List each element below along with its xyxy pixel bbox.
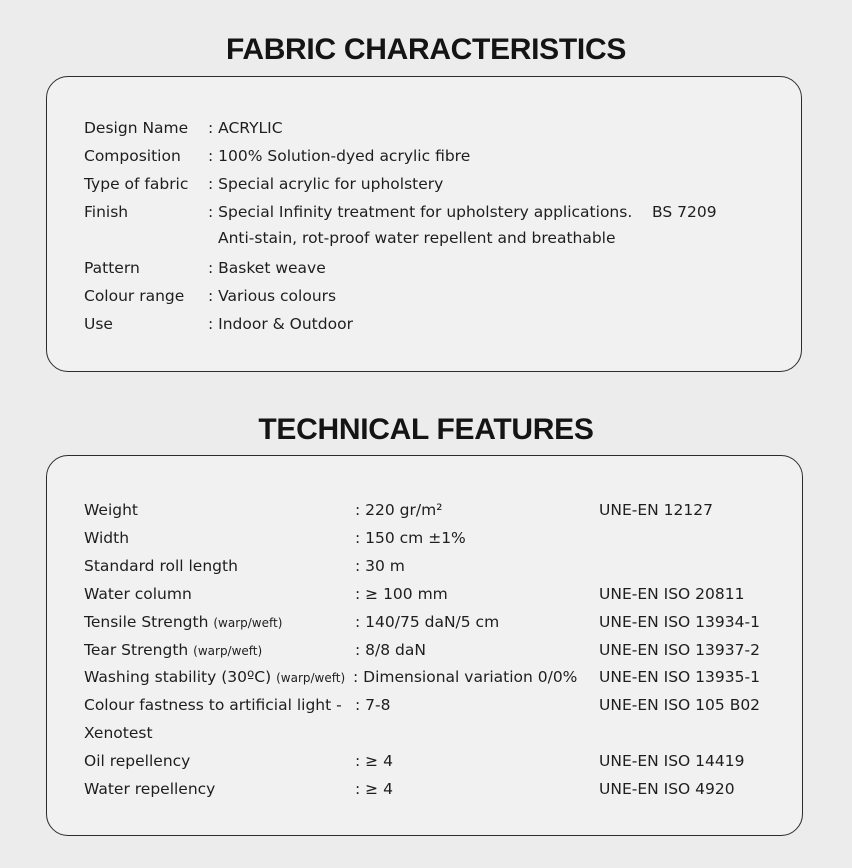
- technical-row-value: : ≥ 4: [355, 780, 393, 798]
- technical-row-value: : Dimensional variation 0/0%: [353, 668, 578, 686]
- technical-row: [84, 612, 784, 632]
- technical-row-label-text: Water repellency: [84, 780, 216, 798]
- fabric-row-label: Composition: [84, 147, 181, 165]
- fabric-characteristics-heading: FABRIC CHARACTERISTICS: [225, 33, 627, 66]
- technical-row-standard: UNE-EN ISO 4920: [599, 780, 735, 798]
- technical-row-standard: UNE-EN ISO 14419: [599, 752, 745, 770]
- fabric-row-standard: BS 7209: [652, 203, 717, 221]
- technical-row-label-note: (warp/weft): [193, 644, 263, 658]
- fabric-row-label: Finish: [84, 203, 129, 221]
- technical-row-value: : 140/75 daN/5 cm: [355, 613, 500, 631]
- fabric-row: [84, 202, 784, 222]
- technical-row-label: [84, 667, 345, 688]
- technical-row-label: [84, 779, 215, 799]
- technical-row: [84, 667, 784, 687]
- fabric-row-label: Colour range: [84, 287, 185, 305]
- technical-row: [84, 584, 784, 604]
- technical-row-label-text: Weight: [84, 501, 139, 519]
- technical-row-label-text: Colour fastness to artificial light -: [84, 696, 342, 714]
- technical-row-value: : 30 m: [355, 557, 405, 575]
- fabric-row-label: Design Name: [84, 119, 189, 137]
- technical-row-standard: UNE-EN ISO 13935-1: [599, 668, 760, 686]
- fabric-row: [84, 174, 784, 194]
- technical-row-label: [84, 640, 262, 661]
- technical-features-heading: TECHNICAL FEATURES: [258, 413, 594, 446]
- fabric-row-value: : Special Infinity treatment for upholstery applications.: [208, 203, 633, 221]
- technical-row-label: [84, 556, 238, 576]
- fabric-row: [84, 314, 784, 334]
- technical-row-standard: UNE-EN ISO 13934-1: [599, 613, 760, 631]
- fabric-row-value: : Indoor & Outdoor: [208, 315, 353, 333]
- technical-row: [84, 500, 784, 520]
- fabric-row-value: : Special acrylic for upholstery: [208, 175, 444, 193]
- fabric-row: [84, 286, 784, 306]
- fabric-row-value: Anti-stain, rot-proof water repellent and breathable: [218, 229, 616, 247]
- fabric-row-value: : ACRYLIC: [208, 119, 283, 137]
- fabric-characteristics-panel: [46, 76, 802, 372]
- technical-row: [84, 556, 784, 576]
- technical-row: [84, 723, 784, 743]
- technical-row-label: [84, 695, 342, 715]
- technical-row-label-text: Oil repellency: [84, 752, 191, 770]
- technical-row: [84, 528, 784, 548]
- technical-row-label-text: Water column: [84, 585, 192, 603]
- technical-features-panel: [46, 455, 803, 836]
- technical-row-label: [84, 751, 190, 771]
- fabric-row-label: Pattern: [84, 259, 140, 277]
- fabric-row: [84, 258, 784, 278]
- technical-row-label: [84, 584, 192, 604]
- fabric-row: [84, 146, 784, 166]
- technical-row-label-text: Standard roll length: [84, 557, 238, 575]
- technical-row-label-text: Width: [84, 529, 130, 547]
- technical-row-standard: UNE-EN ISO 13937-2: [599, 641, 760, 659]
- fabric-row-value: : Basket weave: [208, 259, 326, 277]
- technical-row-value: : 150 cm ±1%: [355, 529, 466, 547]
- technical-row: [84, 751, 784, 771]
- technical-row-label: [84, 500, 138, 520]
- technical-row-standard: UNE-EN ISO 20811: [599, 585, 745, 603]
- technical-row-value: : ≥ 4: [355, 752, 393, 770]
- technical-row: [84, 640, 784, 660]
- technical-row: [84, 695, 784, 715]
- technical-row-standard: UNE-EN 12127: [599, 501, 713, 519]
- fabric-row: [84, 228, 784, 248]
- technical-row-value: : 7-8: [355, 696, 391, 714]
- technical-row-label: [84, 612, 282, 633]
- technical-row-label-note: (warp/weft): [276, 671, 346, 685]
- technical-row: [84, 779, 784, 799]
- technical-row-value: : 220 gr/m²: [355, 501, 443, 519]
- fabric-row: [84, 118, 784, 138]
- technical-row-label-text: Tear Strength: [84, 641, 189, 659]
- fabric-row-value: : 100% Solution-dyed acrylic fibre: [208, 147, 471, 165]
- technical-row-label: [84, 528, 129, 548]
- fabric-row-label: Use: [84, 315, 113, 333]
- fabric-row-value: : Various colours: [208, 287, 337, 305]
- technical-row-standard: UNE-EN ISO 105 B02: [599, 696, 761, 714]
- technical-row-value: : 8/8 daN: [355, 641, 426, 659]
- technical-row-value: : ≥ 100 mm: [355, 585, 448, 603]
- technical-row-label-text: Xenotest: [84, 724, 153, 742]
- fabric-row-label: Type of fabric: [84, 175, 189, 193]
- technical-row-label-note: (warp/weft): [213, 616, 283, 630]
- technical-row-label-text: Washing stability (30ºC): [84, 668, 272, 686]
- technical-row-label-text: Tensile Strength: [84, 613, 209, 631]
- technical-row-label: [84, 723, 153, 743]
